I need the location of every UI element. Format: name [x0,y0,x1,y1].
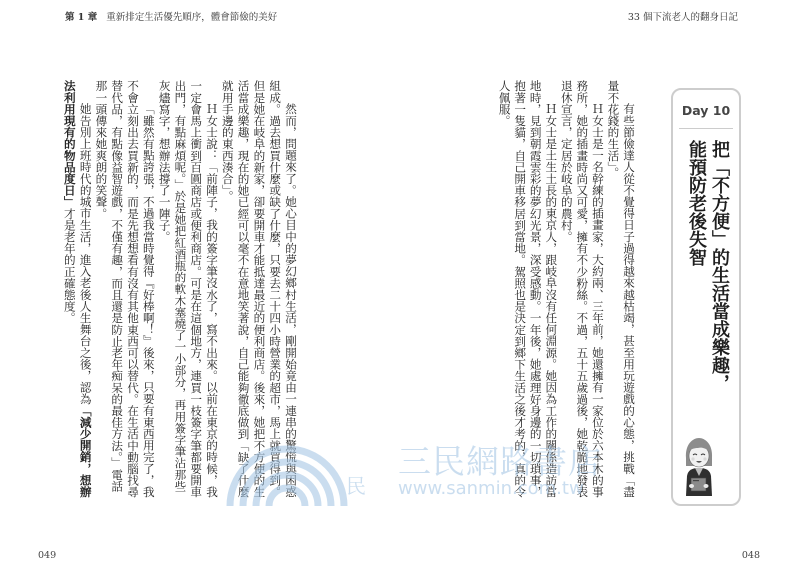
text-column [61,80,77,498]
text-column: 有些節儉達人從不覺得日子過得越來越枯竭，甚至用玩遊戲的心態，挑戰「盡 [622,103,636,498]
text-column: 務所，她的插畫時尚又可愛，擁有不少粉絲。不過，五十五歲過後，她乾脆地發表 [575,80,590,498]
chapter-label: 第 1 章 [65,12,98,23]
page-number-left: 049 [38,550,57,561]
text-column: 替代品，有點像益智遊戲，不僅有趣，而且還是防止老年痴呆的最佳方法。」電話 [110,80,125,492]
text-column: 組成。過去想買什麼或缺了什麼，只要去二十四小時營業的超市，馬上就買得到。 [268,80,283,498]
chapter-header [65,9,277,23]
elderly-woman-holding-book-icon [681,436,717,498]
chapter-title: 重新排定生活優先順序，體會節儉的美好 [106,12,278,23]
text-column: 「雖然有點誇張，不過我當時覺得『好棒啊！』後來，只要有東西用完了，我 [141,103,156,498]
day-title-line: 能預防老後失智 [686,140,707,266]
watermark-store-name: 三民網路書店 [398,442,602,481]
text-segment: 她告別上班時代的城市生活，進入老後人生舞台之後，認為 [78,103,93,405]
text-segment: 才是老年的正確態度。 [62,207,77,324]
text-column: 那一頭傳來她爽朗的笑聲。 [94,80,109,220]
text-column: 出門，有點麻煩呢。」於是她把紅酒瓶的軟木塞燒了一小部分，再用簽字筆沾那些 [173,80,188,492]
text-column: 灰燼寫字，想辦法撐了一陣子。 [157,80,172,243]
text-column: 不會立刻出去買新的，而是先想想看有沒有其他東西可以替代。在生活中動腦找尋 [126,80,141,498]
text-column: 地時，見到朝霞雲彩的夢幻光景，深受感動。一年後，她處理好身邊的一切瑣事， [528,80,543,498]
text-column: 然而，問題來了。她心目中的夢幻鄉村生活，剛開始竟由一連串的驚慌與困惑 [284,103,298,498]
text-column: 量不花錢的生活」。 [606,80,621,179]
page-number-right: 048 [741,550,760,561]
day-label: Day 10 [681,103,731,118]
text-column: 活當成樂趣，現在的她已經可以毫不在意地笑著說，自己能夠徹底做到「缺了什麼 [236,80,251,498]
text-column: 人佩服。 [497,80,512,127]
text-column: 但是她在岐阜的新家，卻要開車才能抵達最近的便利商店。後來，她把不方便的生 [252,80,267,498]
text-column: 退休宣言，定居於岐阜的農村。 [559,80,574,243]
text-column: 就用手邊的東西湊合」。 [220,80,235,202]
day-title [683,140,731,430]
watermark-url: www.sanmin.com.tw [398,478,584,499]
day-title-line: 把「不方便」的生活當成樂趣， [709,140,730,392]
divider [679,128,733,129]
text-column: Ｈ女士是土生土長的東京人，跟岐阜沒有任何淵源。她因為工作的關係造訪當 [544,103,559,498]
emphasized-text: 法利用現有的物品度日」 [62,80,77,208]
text-column: Ｈ女士是一名幹練的插畫家，大約兩、三年前，她還擁有一家位於六本木的事 [590,103,605,498]
emphasized-text: 「減少開銷，想辦 [78,404,93,498]
watermark-logo-char: 民 [346,474,366,498]
store-watermark [222,436,602,506]
text-column [77,80,93,498]
book-title-header: 33 個下流老人的翻身日記 [627,12,738,23]
store-logo-arcs-icon [222,436,352,506]
text-column: Ｈ女士說：「前陣子，我的簽字筆沒水了，寫不出來。以前在東京的時候，我 [205,103,220,498]
text-column: 一定會馬上衝到百圓商店或便利商店。可是在這個地方，連買一枝簽字筆都要開車 [189,80,204,498]
day-title-box [671,88,741,506]
text-column: 抱著一隻貓，自己開車移居到當地。駕照也是決定到鄉下生活之後才考的，真的令 [513,80,528,498]
